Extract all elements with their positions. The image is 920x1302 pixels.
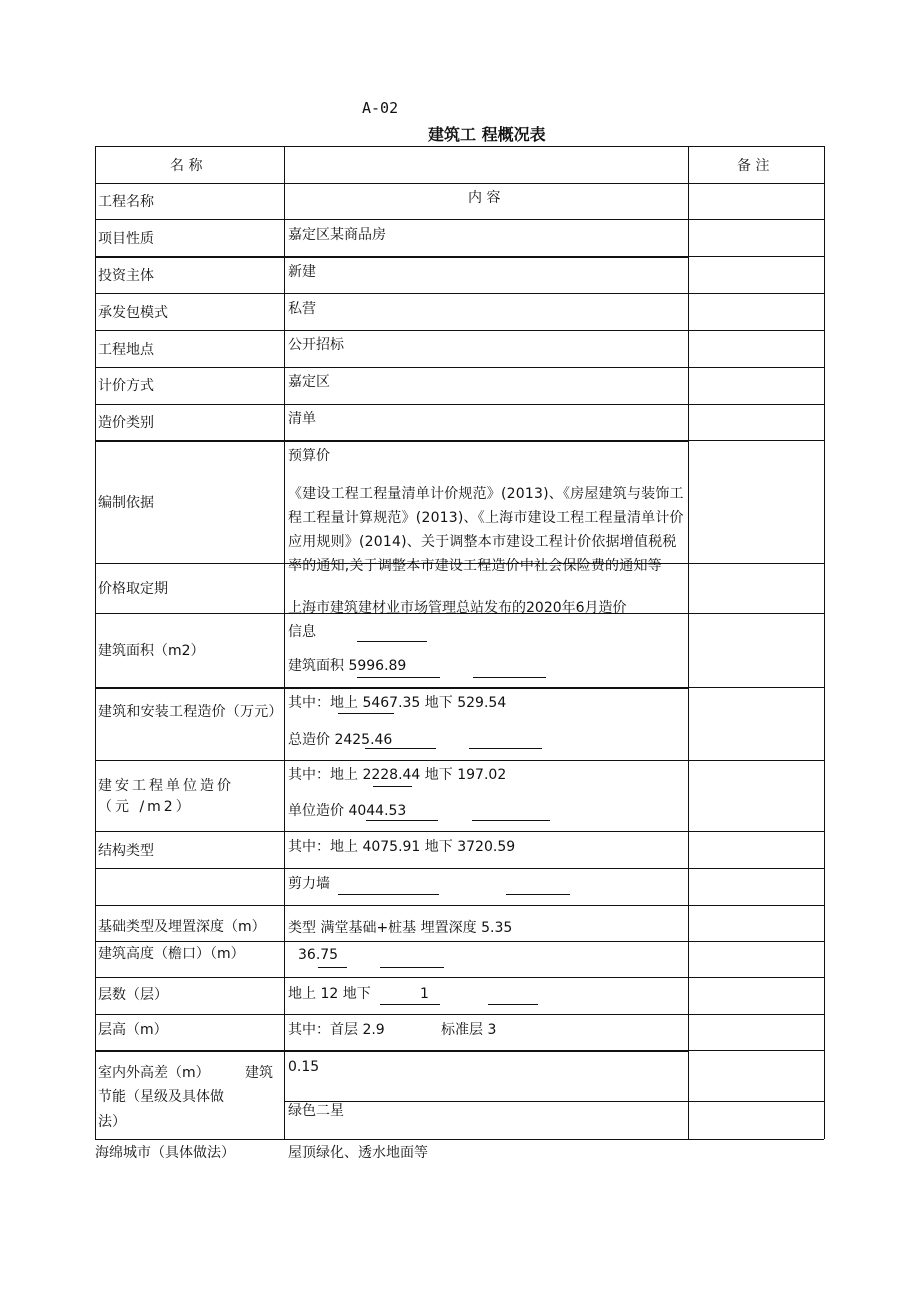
row-value: 其中：首层 2.9 (288, 1022, 385, 1038)
row-value: 0.15 (288, 1059, 320, 1075)
row-label: 节能（星级及具体做 (98, 1089, 224, 1105)
table-title: 建筑工 程概况表 (428, 125, 546, 144)
row-value: 信息 (288, 624, 316, 640)
header-remark: 备 注 (737, 158, 770, 174)
row-value: 其中：地上 4075.91 地下 3720.59 (288, 839, 516, 855)
row-label: 结构类型 (98, 843, 154, 859)
row-label: 项目性质 (98, 231, 154, 247)
basis-paragraph: 《建设工程工程量清单计价规范》(2013)、《房屋建筑与装饰工程工程量计算规范》(2013)、《上海市建设工程工程量清单计价应用规则》(2014)、关于调整本市建设工程计价依据增值税税率的通知,关于调整本市建设工程造价中社会保险费的通知等 (288, 486, 684, 574)
row-label: 层数（层） (98, 987, 168, 1003)
row-value: 嘉定区 (288, 374, 330, 390)
row-value: 标准层 3 (441, 1022, 497, 1038)
row-value: 清单 (288, 411, 316, 427)
row-label: 建筑 (245, 1065, 273, 1081)
row-label: 法） (98, 1114, 126, 1130)
row-value: 私营 (288, 301, 316, 317)
row-label: 工程地点 (98, 342, 154, 358)
row-label: 建筑面积（m2） (98, 643, 205, 659)
header-name: 名 称 (170, 158, 203, 174)
row-label: 建安工程单位造价（元 /m2） (98, 778, 234, 815)
footer-label: 海绵城市（具体做法） (95, 1145, 235, 1161)
row-value: 建筑面积 5996.89 (288, 658, 407, 674)
header-content: 内 容 (468, 190, 501, 206)
row-value: 预算价 (288, 448, 330, 464)
row-label: 计价方式 (98, 378, 154, 394)
row-value: 总造价 2425.46 (288, 732, 393, 748)
row-value: 新建 (288, 264, 316, 280)
row-value: 嘉定区某商品房 (288, 227, 386, 243)
row-value: 剪力墙 (288, 876, 330, 892)
row-label: 基础类型及埋置深度（m） (98, 919, 266, 935)
row-label: 编制依据 (98, 495, 154, 511)
row-value: 公开招标 (288, 337, 344, 353)
row-label: 建筑和安装工程造价（万元） (98, 704, 283, 720)
row-value: 其中：地上 2228.44 地下 197.02 (288, 767, 507, 783)
footer-value: 屋顶绿化、透水地面等 (288, 1145, 428, 1161)
row-value: 绿色二星 (288, 1103, 344, 1119)
row-label: 造价类别 (98, 415, 154, 431)
row-value: 上海市建筑建材业市场管理总站发布的2020年6月造价 (288, 600, 627, 616)
row-label: 价格取定期 (98, 581, 168, 597)
row-label: 建筑高度（檐口）（m） (98, 946, 245, 962)
row-label: 层高（m） (98, 1022, 168, 1038)
row-value: 地上 12 地下 (288, 986, 371, 1002)
row-label: 投资主体 (98, 268, 154, 284)
document-code: A-02 (362, 99, 399, 117)
row-value: 36.75 (298, 947, 339, 963)
row-label: 室内外高差（m） (98, 1065, 210, 1081)
row-label: 承发包模式 (98, 305, 168, 321)
row-value: 类型 满堂基础+桩基 埋置深度 5.35 (288, 920, 513, 936)
row-value: 单位造价 4044.53 (288, 803, 407, 819)
row-value: 其中：地上 5467.35 地下 529.54 (288, 695, 507, 711)
row-label: 工程名称 (98, 194, 154, 210)
row-value: 1 (420, 986, 429, 1002)
